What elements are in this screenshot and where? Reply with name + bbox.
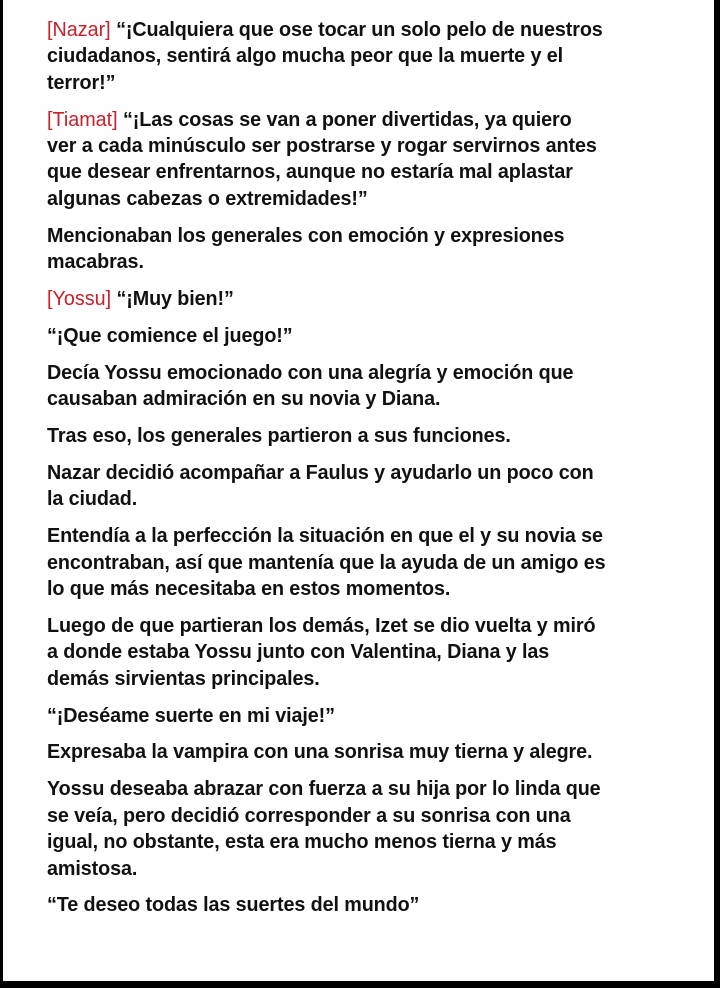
paragraph xyxy=(47,892,687,918)
paragraph xyxy=(47,739,687,765)
speaker-label: [Tiamat] xyxy=(47,108,118,131)
text-line: lo que más necesitaba en estos momentos. xyxy=(47,578,451,601)
document-page xyxy=(3,0,714,981)
text-line xyxy=(47,107,679,133)
text-line: Mencionaban los generales con emoción y expresiones xyxy=(47,224,565,247)
text-line xyxy=(47,17,679,43)
text-line: causaban admiración en su novia y Diana. xyxy=(47,388,441,411)
text-line: Luego de que partieran los demás, Izet se dio vuelta y miró xyxy=(47,614,596,637)
text-line: Expresaba la vampira con una sonrisa muy tierna y alegre. xyxy=(47,741,593,764)
text-line: a donde estaba Yossu junto con Valentina, Diana y las xyxy=(47,641,550,664)
text-line: Tras eso, los generales partieron a sus funciones. xyxy=(47,425,511,448)
paragraph xyxy=(47,360,687,413)
line-text: “¡Las cosas se van a poner divertidas, ya quiero xyxy=(123,108,572,131)
line-text: “¡Muy bien!” xyxy=(116,288,234,311)
text-line: terror!” xyxy=(47,71,116,94)
paragraph-tiamat-dialogue xyxy=(47,107,687,213)
paragraph xyxy=(47,323,687,349)
text-line: encontraban, así que mantenía que la ayuda de un amigo es xyxy=(47,551,606,574)
paragraph xyxy=(47,460,687,513)
text-line: “¡Deséame suerte en mi viaje!” xyxy=(47,704,335,727)
text-line: se veía, pero decidió corresponder a su sonrisa con una xyxy=(47,804,571,827)
text-line: Yossu deseaba abrazar con fuerza a su hija por lo linda que xyxy=(47,778,601,801)
paragraph xyxy=(47,423,687,449)
text-line: la ciudad. xyxy=(47,488,138,511)
paragraph xyxy=(47,703,687,729)
text-line: amistosa. xyxy=(47,857,138,880)
text-line: ciudadanos, sentirá algo mucha peor que la muerte y el xyxy=(47,45,563,68)
paragraph xyxy=(47,776,687,882)
text-line xyxy=(47,286,679,312)
paragraph-yossu-dialogue xyxy=(47,286,687,312)
text-line: ver a cada minúsculo ser postrarse y rogar servirnos antes xyxy=(47,135,597,158)
speaker-label: [Nazar] xyxy=(47,19,111,41)
paragraph xyxy=(47,523,687,602)
speaker-label: [Yossu] xyxy=(47,288,112,311)
paragraph xyxy=(47,613,687,692)
text-line: Decía Yossu emocionado con una alegría y emoción que xyxy=(47,361,574,384)
document-text xyxy=(47,17,687,929)
text-line: “Te deseo todas las suertes del mundo” xyxy=(47,894,420,917)
text-line: algunas cabezas o extremidades!” xyxy=(47,187,368,210)
text-line: Entendía a la perfección la situación en que el y su novia se xyxy=(47,525,603,548)
paragraph xyxy=(47,223,687,276)
paragraph-nazar-dialogue xyxy=(47,17,687,96)
text-line: “¡Que comience el juego!” xyxy=(47,324,293,347)
text-line: demás sirvientas principales. xyxy=(47,667,320,690)
line-text: “¡Cualquiera que ose tocar un solo pelo de nuestros xyxy=(116,19,603,41)
text-line: que desear enfrentarnos, aunque no estaría mal aplastar xyxy=(47,161,573,184)
text-line: igual, no obstante, esta era mucho menos tierna y más xyxy=(47,831,557,854)
text-line: macabras. xyxy=(47,251,144,274)
text-line: Nazar decidió acompañar a Faulus y ayudarlo un poco con xyxy=(47,461,594,484)
